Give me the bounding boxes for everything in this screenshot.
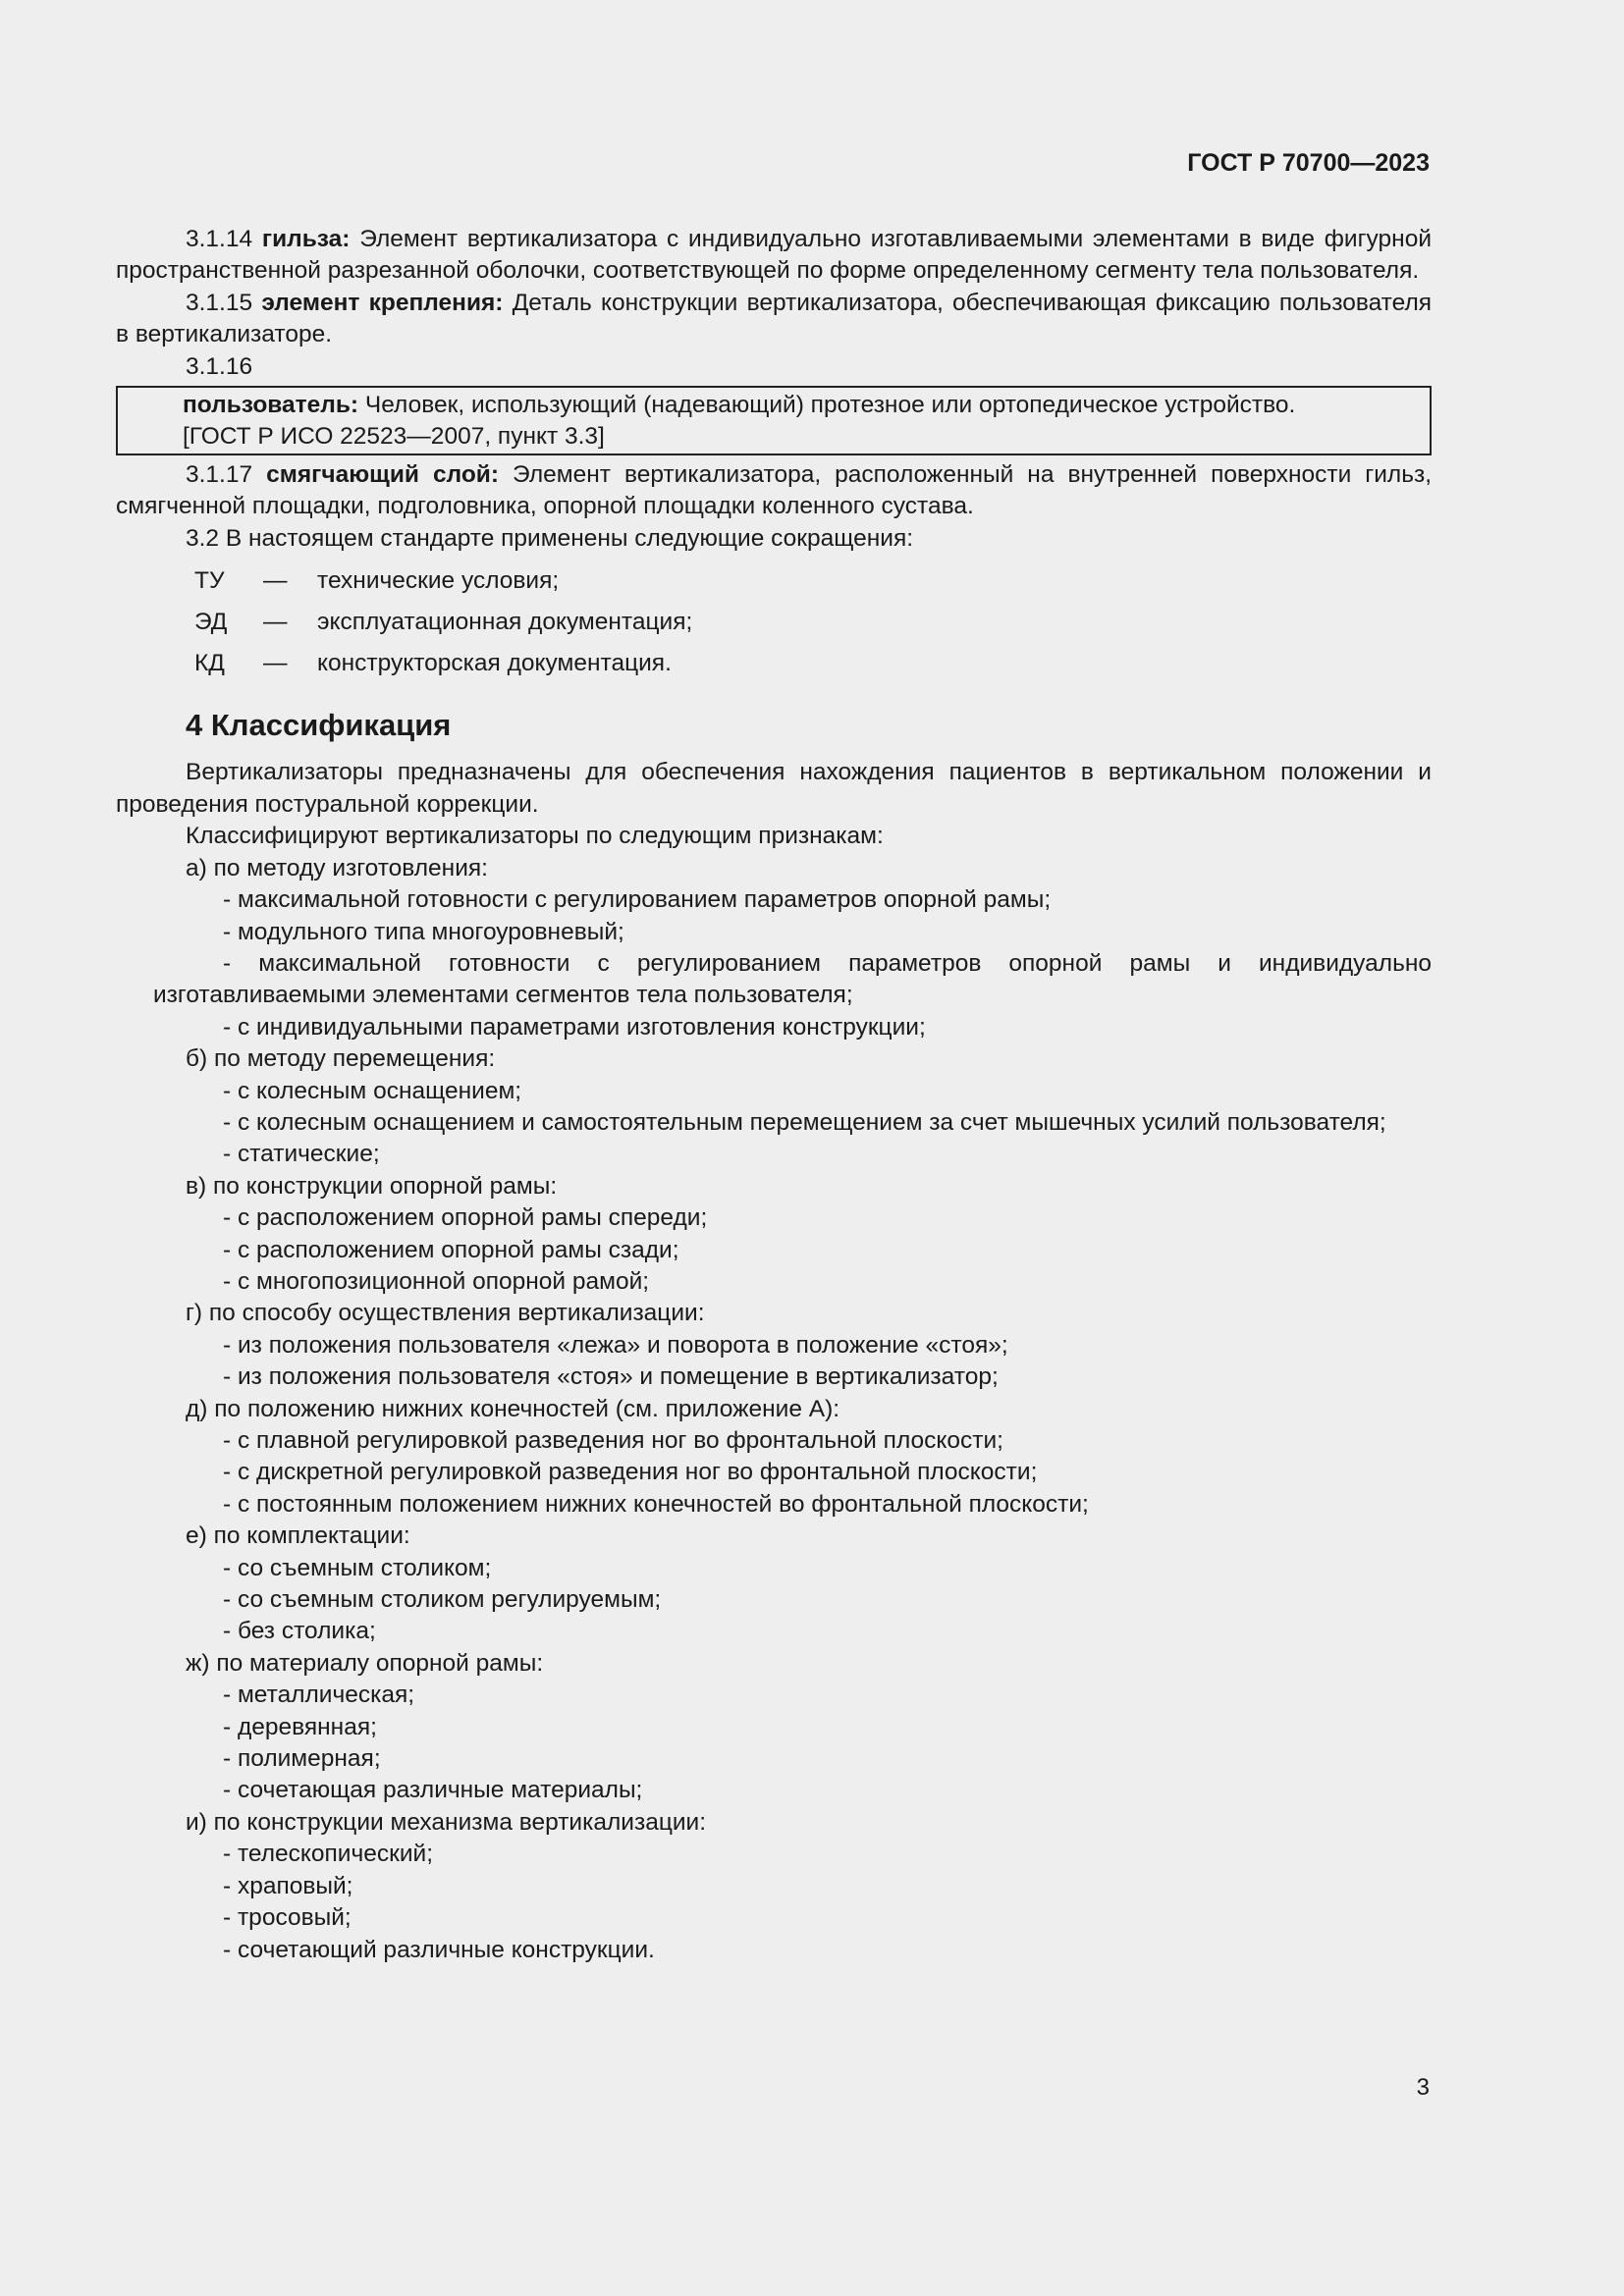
list-item: - с многопозиционной опорной рамой; (223, 1267, 650, 1295)
category-label: а) по методу изготовления: (186, 854, 488, 881)
abbreviation-code: ЭД (194, 608, 228, 635)
abbreviations-list (116, 561, 1432, 684)
list-item: - с расположением опорной рамы сзади; (223, 1236, 679, 1263)
term-3-1-15 (116, 288, 1432, 351)
abbreviation-dash: — (263, 649, 288, 676)
list-item: - модульного типа многоуровневый; (223, 918, 624, 945)
classification-list (116, 853, 1432, 1966)
category-label: ж) по материалу опорной рамы: (186, 1649, 544, 1677)
list-item: - храповый; (223, 1872, 353, 1899)
abbreviation-meaning: технические условия; (317, 566, 560, 594)
list-item: - со съемным столиком; (223, 1554, 492, 1581)
section-lead: Классифицируют вертикализаторы по следующим признакам: (186, 823, 884, 850)
list-item: - без столика; (223, 1618, 376, 1645)
abbreviations-intro: 3.2 В настоящем стандарте применены следующие сокращения: (186, 524, 914, 552)
page-number: 3 (1416, 2074, 1430, 2101)
term-3-1-16-box (116, 386, 1432, 455)
list-item: - с плавной регулировкой разведения ног во фронтальной плоскости; (223, 1427, 1003, 1454)
term-name: смягчающий слой: (266, 460, 500, 488)
category-label: е) по комплектации: (186, 1522, 410, 1550)
abbreviation-meaning: конструкторская документация. (317, 649, 672, 676)
term-name: гильза: (261, 226, 351, 252)
term-name: элемент крепления: (261, 289, 504, 316)
list-item: - статические; (223, 1141, 380, 1168)
list-item: - из положения пользователя «лежа» и поворота в положение «стоя»; (223, 1331, 1008, 1359)
section-title: 4 Классификация (186, 708, 452, 743)
list-item: - с расположением опорной рамы спереди; (223, 1204, 708, 1232)
page-content (116, 224, 1432, 1966)
list-item: - максимальной готовности с регулированием параметров опорной рамы; (223, 886, 1052, 914)
list-item: - тросовый; (223, 1904, 352, 1932)
list-item: - с дискретной регулировкой разведения ног во фронтальной плоскости; (223, 1459, 1038, 1486)
section-intro: Вертикализаторы предназначены для обеспечения нахождения пациентов в вертикальном положении и проведения постуральной коррекции. (116, 759, 1432, 818)
standard-header: ГОСТ Р 70700—2023 (1187, 149, 1430, 177)
term-definition: Человек, использующий (надевающий) протезное или ортопедическое устройство. (364, 392, 1296, 419)
list-item: - телескопический; (223, 1841, 434, 1868)
term-definition: Деталь конструкции вертикализатора, обеспечивающая фиксацию пользователя в вертикализаторе. (116, 289, 1433, 348)
term-3-1-16-text (183, 390, 1420, 421)
list-item: - с колесным оснащением; (223, 1077, 522, 1104)
category-label: г) по способу осуществления вертикализации: (186, 1300, 705, 1327)
category-label: д) по положению нижних конечностей (см. приложение А): (186, 1395, 840, 1422)
abbreviation-code: ТУ (194, 566, 225, 594)
list-item: - металлическая; (223, 1682, 415, 1709)
list-item: - с индивидуальными параметрами изготовления конструкции; (223, 1013, 926, 1041)
abbreviation-code: КД (194, 649, 225, 676)
term-number: 3.1.15 (186, 289, 253, 316)
list-item: - из положения пользователя «стоя» и помещение в вертикализатор; (223, 1363, 999, 1391)
list-item: - максимальной готовности с регулированием параметров опорной рамы и индивидуально изготавливаемыми элементами сегментов тела пользователя; (153, 949, 1432, 1009)
abbreviation-row (194, 643, 1432, 684)
list-item: - сочетающий различные конструкции. (223, 1936, 655, 1963)
list-item: - полимерная; (223, 1745, 381, 1773)
term-number: 3.1.17 (186, 460, 253, 488)
abbreviation-row (194, 602, 1432, 643)
list-item: - деревянная; (223, 1713, 377, 1740)
list-item: - с постоянным положением нижних конечностей во фронтальной плоскости; (223, 1490, 1089, 1518)
list-item: - сочетающая различные материалы; (223, 1777, 643, 1804)
abbreviation-row (194, 561, 1432, 602)
category-label: б) по методу перемещения: (186, 1045, 496, 1073)
term-definition: Элемент вертикализатора, расположенный на внутренней поверхности гильз, смягченной площадки, подголовника, опорной площадки коленного сустава. (116, 460, 1432, 520)
term-number: 3.1.14 (186, 226, 253, 252)
abbreviation-dash: — (263, 566, 288, 594)
term-reference: [ГОСТ Р ИСО 22523—2007, пункт 3.3] (183, 423, 605, 451)
list-item: - с колесным оснащением и самостоятельным перемещением за счет мышечных усилий пользователя; (223, 1108, 1386, 1136)
term-definition: Элемент вертикализатора с индивидуально изготавливаемыми элементами в виде фигурной пространственной разрезанной оболочки, соответствующей по форме определенному сегменту тела пользователя. (116, 226, 1433, 285)
abbreviation-dash: — (263, 608, 288, 635)
term-3-1-17 (116, 459, 1432, 523)
category-label: в) по конструкции опорной рамы: (186, 1172, 558, 1200)
term-3-1-16-number: 3.1.16 (186, 352, 253, 380)
abbreviation-meaning: эксплуатационная документация; (317, 608, 693, 635)
category-label: и) по конструкции механизма вертикализации: (186, 1808, 707, 1836)
list-item: - со съемным столиком регулируемым; (223, 1586, 662, 1614)
term-name: пользователь: (183, 392, 359, 419)
term-3-1-14 (116, 224, 1432, 288)
